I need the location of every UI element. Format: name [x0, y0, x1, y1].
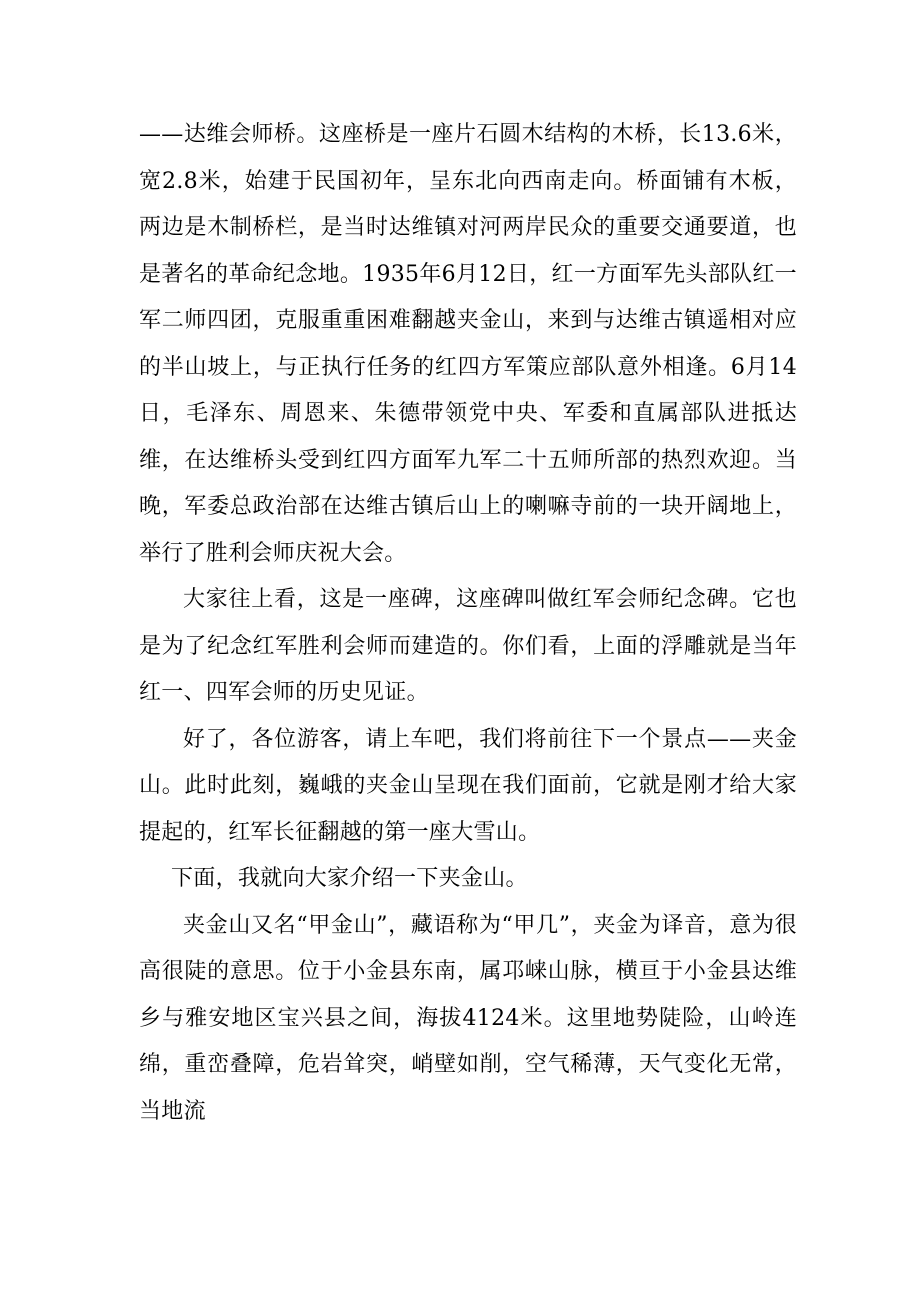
paragraph-5: 夹金山又名“甲金山”，藏语称为“甲几”，夹金为译音，意为很高很陡的意思。位于小金县东南，属邛崃山脉，横亘于小金县达维乡与雅安地区宝兴县之间，海拔4124米。这里地势陡险，山岭连绵，重峦叠障，危岩耸突，峭壁如削，空气稀薄，天气变化无常，当地流 [139, 912, 797, 1124]
document-page [139, 112, 797, 1135]
paragraph-1: ——达维会师桥。这座桥是一座片石圆木结构的木桥，长13.6米，宽2.8米，始建于民国初年，呈东北向西南走向。桥面铺有木板，两边是木制桥栏，是当时达维镇对河两岸民众的重要交通要道，也是著名的革命纪念地。1935年6月12日，红一方面军先头部队红一军二师四团，克服重重困难翻越夹金山，来到与达维古镇遥相对应的半山坡上，与正执行任务的红四方军策应部队意外相逢。6月14日，毛泽东、周恩来、朱德带领党中央、军委和直属部队进抵达维，在达维桥头受到红四方面军九军二十五师所部的热烈欢迎。当晚，军委总政治部在达维古镇后山上的喇嘛寺前的一块开阔地上，举行了胜利会师庆祝大会。 [139, 122, 797, 566]
paragraph-2: 大家往上看，这是一座碑，这座碑叫做红军会师纪念碑。它也是为了纪念红军胜利会师而建造的。你们看，上面的浮雕就是当年红一、四军会师的历史见证。 [139, 587, 797, 705]
paragraph-4: 下面，我就向大家介绍一下夹金山。 [171, 866, 528, 891]
paragraph-3: 好了，各位游客，请上车吧，我们将前往下一个景点——夹金山。此时此刻，巍峨的夹金山呈现在我们面前，它就是刚才给大家提起的，红军长征翻越的第一座大雪山。 [139, 726, 797, 845]
